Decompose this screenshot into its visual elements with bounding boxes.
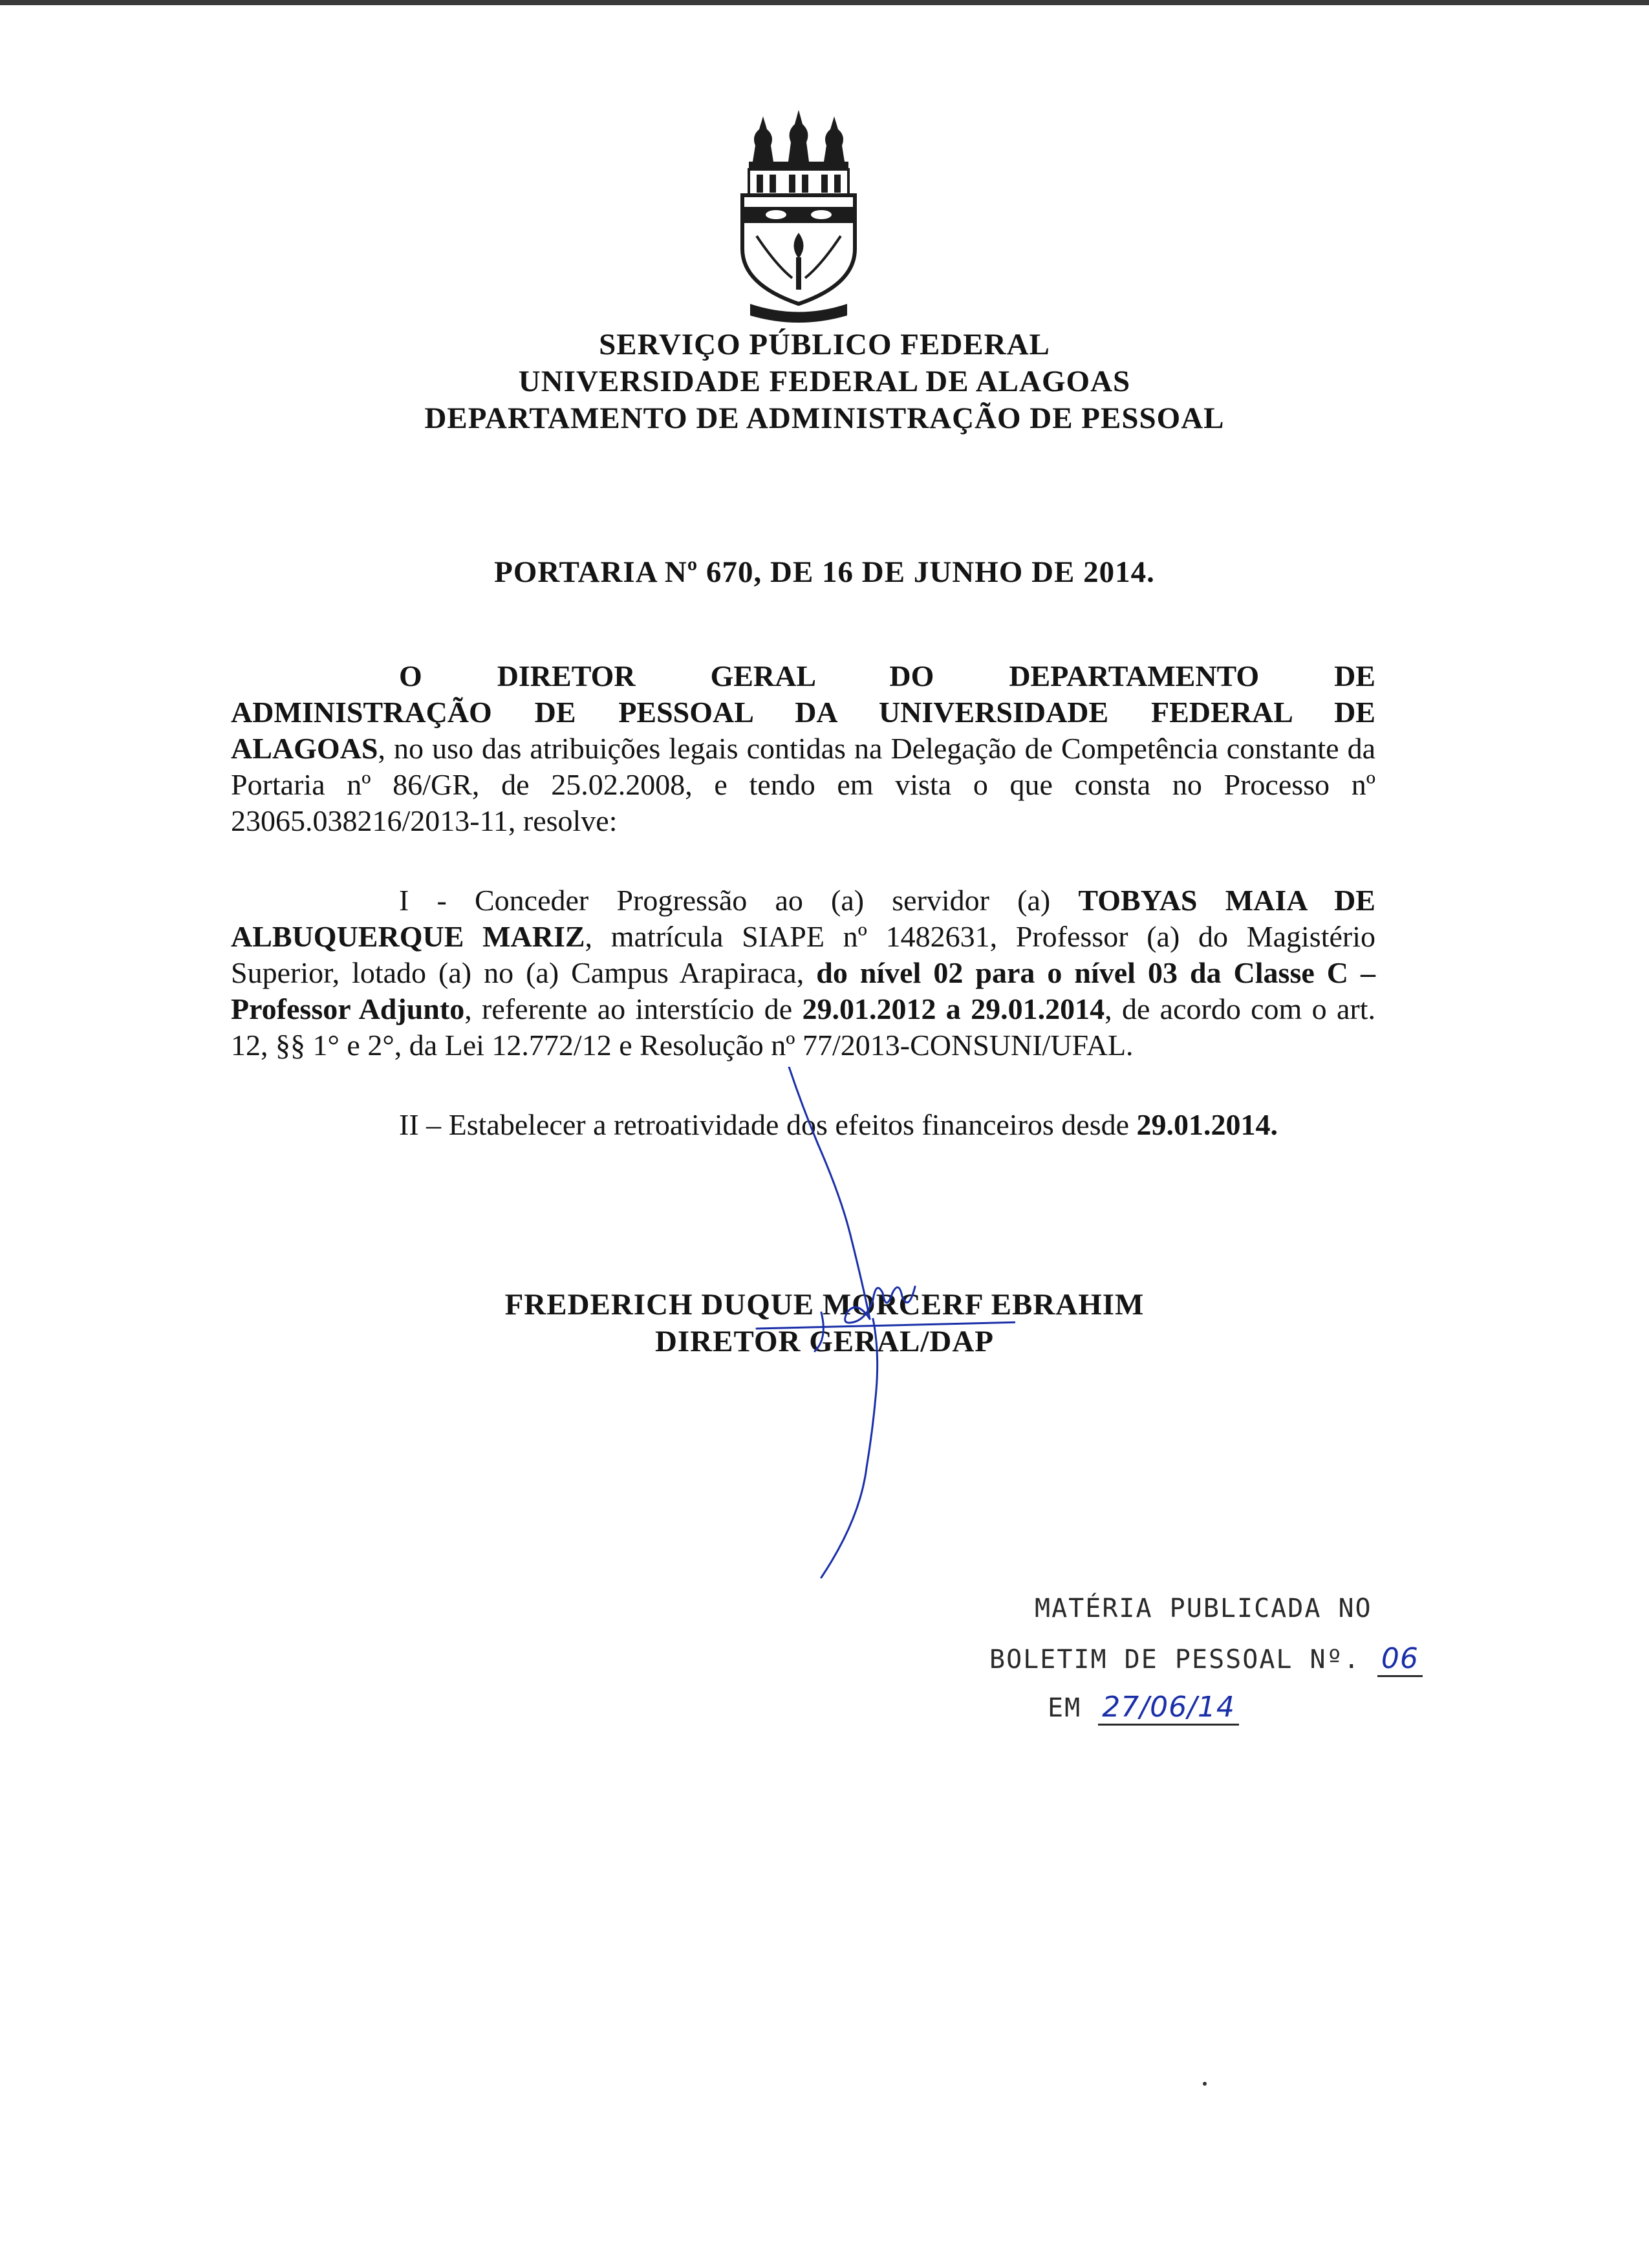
header-service: SERVIÇO PÚBLICO FEDERAL	[599, 328, 1050, 361]
university-crest-icon	[737, 110, 860, 323]
item1-text-4: , de acordo com o art. 12, §§ 1° e 2°, da Lei 12.772/12 e Resolução nº 77/2013-CONSUNI/UFAL.	[231, 992, 1375, 1062]
portaria-title: PORTARIA Nº 670, DE 16 DE JUNHO DE 2014.	[494, 555, 1155, 589]
signatory-name: FREDERICH DUQUE MORCERF EBRAHIM	[504, 1288, 1145, 1321]
stamp-date-label: EM	[1048, 1693, 1082, 1723]
retroactive-date: 29.01.2014.	[1136, 1108, 1278, 1141]
handwritten-signature	[744, 1067, 1015, 1584]
article-i-paragraph	[231, 883, 1375, 1064]
stamp-boletim-number: 06	[1377, 1642, 1423, 1677]
stamp-line-3	[1048, 1691, 1239, 1724]
interstice-period: 29.01.2012 a 29.01.2014	[802, 992, 1105, 1025]
header-university: UNIVERSIDADE FEDERAL DE ALAGOAS	[518, 365, 1131, 398]
signatory-role: DIRETOR GERAL/DAP	[654, 1325, 995, 1358]
scan-speck	[1203, 2082, 1207, 2086]
scan-edge	[0, 0, 1649, 5]
progression-level: do nível 02 para o nível 03 da Classe C – Professor Adjunto	[231, 956, 1375, 1025]
document-header	[0, 326, 1649, 437]
preamble-lead: O DIRETOR GERAL DO DEPARTAMENTO DE ADMINISTRAÇÃO DE PESSOAL DA UNIVERSIDADE FEDERAL DE ALAGOAS	[231, 659, 1375, 765]
preamble-text: , no uso das atribuições legais contidas na Delegação de Competência constante da Portaria nº 86/GR, de 25.02.2008, e tendo em vista o que consta no Processo nº 23065.038216/2013-11, resolve:	[231, 732, 1375, 837]
preamble-paragraph	[231, 658, 1375, 839]
stamp-line-2	[989, 1642, 1423, 1675]
stamp-date: 27/06/14	[1098, 1691, 1239, 1726]
item1-text-1: I - Conceder Progressão ao (a) servidor (a)	[399, 884, 1079, 917]
header-department: DEPARTAMENTO DE ADMINISTRAÇÃO DE PESSOAL	[424, 401, 1225, 435]
stamp-line-1: MATÉRIA PUBLICADA NO	[1035, 1594, 1372, 1623]
publication-stamp	[989, 1594, 1419, 1742]
item1-text-3: , referente ao interstício de	[464, 992, 803, 1025]
item1-text-2: , matrícula SIAPE nº 1482631, Professor (a) do Magistério Superior, lotado (a) no (a) Campus Arapiraca,	[231, 920, 1375, 989]
servant-name: TOBYAS MAIA DE ALBUQUERQUE MARIZ	[231, 884, 1375, 953]
stamp-boletim-label: BOLETIM DE PESSOAL Nº.	[989, 1645, 1361, 1674]
item2-text: II – Estabelecer a retroatividade dos efeitos financeiros desde	[399, 1108, 1137, 1141]
